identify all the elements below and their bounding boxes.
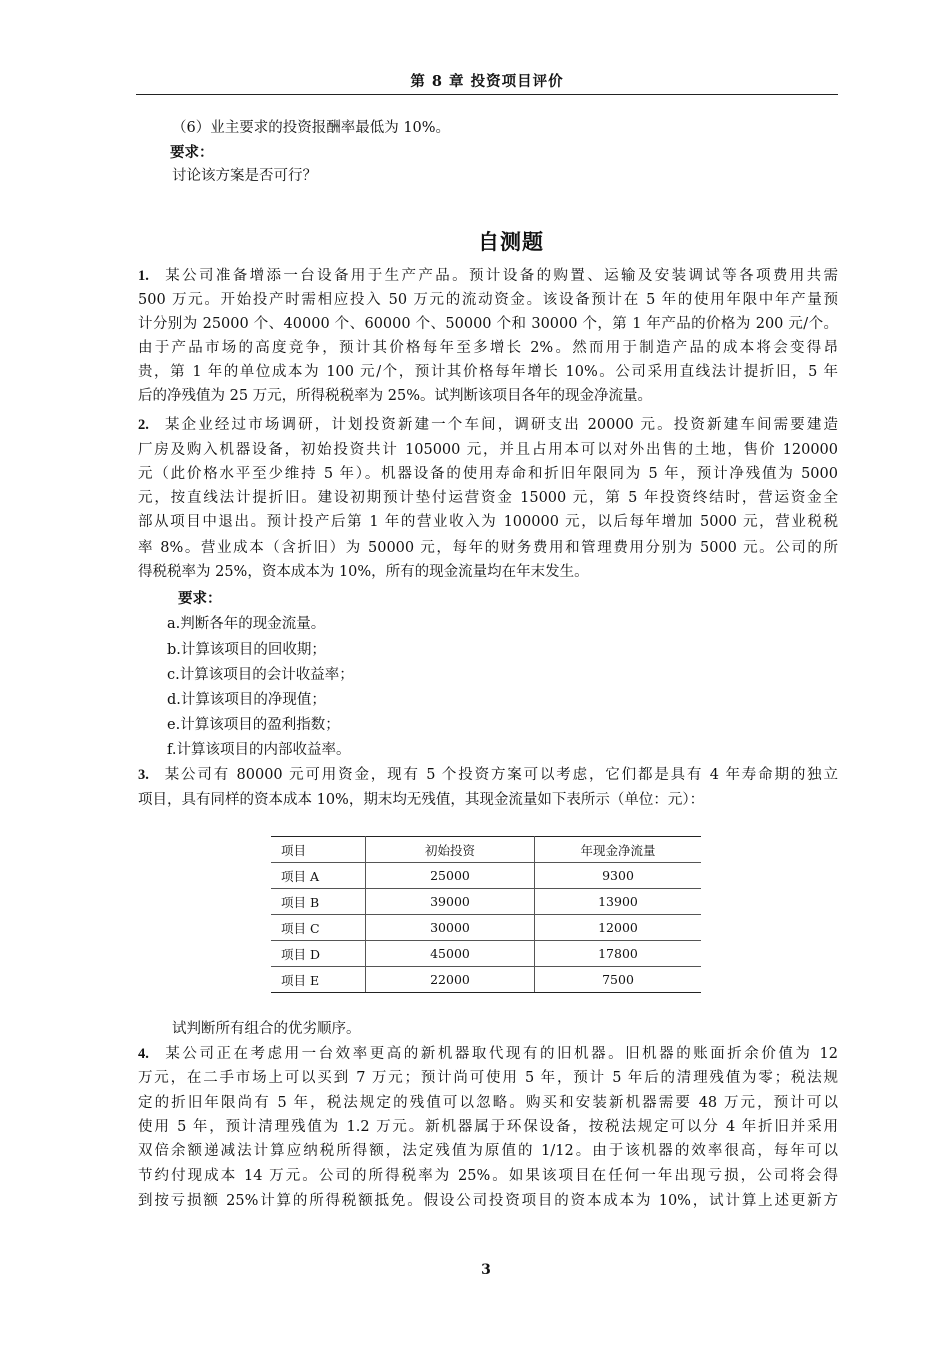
q4-line-1: 4. 某公司正在考虑用一台效率更高的新机器取代现有的旧机器。旧机器的账面折余价值为 12 xyxy=(138,1046,838,1062)
intro-requirement-text: 讨论该方案是否可行？ xyxy=(172,168,317,184)
q1-line-6: 后的净残值为 25 万元，所得税税率为 25%。试判断该项目各年的现金净流量。 xyxy=(138,388,653,404)
table-row xyxy=(271,967,701,993)
intro-requirement-label: 要求： xyxy=(170,144,214,161)
q2-item-c: c.计算该项目的会计收益率； xyxy=(167,667,354,683)
table-cell: 25000 xyxy=(366,863,535,889)
q4-number: 4. xyxy=(138,1046,149,1062)
table-cell: 17800 xyxy=(535,941,702,967)
q2-item-d: d.计算该项目的净现值； xyxy=(167,692,326,708)
q3-number: 3. xyxy=(138,767,149,783)
q2-line-4: 元，按直线法计提折旧。建设初期预计垫付运营资金 15000 元，第 5 年投资终结时，营运资金全 xyxy=(138,490,838,506)
table-cell: 12000 xyxy=(535,915,702,941)
q2-line-1: 2. 某企业经过市场调研，计划投资新建一个车间，调研支出 20000 元。投资新建车间需要建造 xyxy=(138,417,838,433)
table-cell: 项目 A xyxy=(271,863,366,889)
q3-line-1: 3. 某公司有 80000 元可用资金，现有 5 个投资方案可以考虑，它们都是具有 4 年寿命期的独立 xyxy=(138,767,838,783)
q1-line-2: 500 万元。开始投产时需相应投入 50 万元的流动资金。该设备预计在 5 年的使用年限中年产量预 xyxy=(138,292,838,308)
section-title: 自测题 xyxy=(478,229,544,254)
q4-line-7: 到按亏损额 25%计算的所得税额抵免。假设公司投资项目的资本成本为 10%，试计算上述更新方 xyxy=(138,1193,838,1209)
q2-item-b: b.计算该项目的回收期； xyxy=(167,642,326,658)
table-row xyxy=(271,915,701,941)
q2-item-e: e.计算该项目的盈利指数； xyxy=(167,717,340,733)
table-cell: 39000 xyxy=(366,889,535,915)
table-row xyxy=(271,863,701,889)
q1-line-4: 由于产品市场的高度竞争，预计其价格每年至多增长 2%。然而用于制造产品的成本将会变得昂 xyxy=(138,340,838,356)
q2-line-5: 部从项目中退出。预计投产后第 1 年的营业收入为 100000 元，以后每年增加 5000 元，营业税税 xyxy=(138,514,838,530)
q4-line-5: 双倍余额递减法计算应纳税所得额，法定残值为原值的 1/12。由于该机器的效率很高，每年可以 xyxy=(138,1143,838,1159)
table-header-cell: 年现金净流量 xyxy=(535,837,702,863)
table-cell: 13900 xyxy=(535,889,702,915)
page-number: 3 xyxy=(481,1262,491,1278)
table-cell: 7500 xyxy=(535,967,702,993)
investment-table xyxy=(271,836,701,993)
table-cell: 30000 xyxy=(366,915,535,941)
q2-line-6: 率 8%。营业成本（含折旧）为 50000 元，每年的财务费用和管理费用分别为 5000 元。公司的所 xyxy=(138,540,838,556)
q2-line-3: 元（此价格水平至少维持 5 年）。机器设备的使用寿命和折旧年限同为 5 年，预计净残值为 5000 xyxy=(138,466,838,482)
q4-line-3: 定的折旧年限尚有 5 年，税法规定的残值可以忽略。购买和安装新机器需要 48 万元，预计可以 xyxy=(138,1095,838,1111)
table-cell: 项目 B xyxy=(271,889,366,915)
q2-item-f: f.计算该项目的内部收益率。 xyxy=(167,742,351,758)
chapter-header: 第 8 章 投资项目评价 xyxy=(136,70,838,95)
table-row xyxy=(271,889,701,915)
table-cell: 22000 xyxy=(366,967,535,993)
table-cell: 9300 xyxy=(535,863,702,889)
table-header-cell: 项目 xyxy=(271,837,366,863)
q1-line-3: 计分别为 25000 个、40000 个、60000 个、50000 个和 30000 个，第 1 年产品的价格为 200 元/个。 xyxy=(138,316,838,332)
intro-item-6: （6）业主要求的投资报酬率最低为 10%。 xyxy=(172,120,451,136)
table-header-row xyxy=(271,837,701,863)
q2-requirement-label: 要求： xyxy=(178,590,222,607)
table-cell: 项目 C xyxy=(271,915,366,941)
q4-line-6: 节约付现成本 14 万元。公司的所得税率为 25%。如果该项目在任何一年出现亏损，公司将会得 xyxy=(138,1168,838,1184)
table-cell: 45000 xyxy=(366,941,535,967)
table-header-cell: 初始投资 xyxy=(366,837,535,863)
table-cell: 项目 E xyxy=(271,967,366,993)
q3-line-2: 项目，具有同样的资本成本 10%，期末均无残值，其现金流量如下表所示（单位：元）： xyxy=(138,792,705,808)
q2-line-2: 厂房及购入机器设备，初始投资共计 105000 元，并且占用本可以对外出售的土地，售价 120000 xyxy=(138,442,838,458)
q3-conclusion: 试判断所有组合的优劣顺序。 xyxy=(172,1021,361,1037)
q1-line-1: 1. 某公司准备增添一台设备用于生产产品。预计设备的购置、运输及安装调试等各项费用共需 xyxy=(138,268,838,284)
q2-number: 2. xyxy=(138,417,149,433)
table-cell: 项目 D xyxy=(271,941,366,967)
q4-line-4: 使用 5 年，预计清理残值为 1.2 万元。新机器属于环保设备，按税法规定可以分 4 年折旧并采用 xyxy=(138,1119,838,1135)
q1-line-5: 贵，第 1 年的单位成本为 100 元/个，预计其价格每年增长 10%。公司采用直线法计提折旧，5 年 xyxy=(138,364,838,380)
q1-number: 1. xyxy=(138,268,149,284)
q2-line-7: 得税税率为 25%，资本成本为 10%，所有的现金流量均在年末发生。 xyxy=(138,564,589,580)
q2-item-a: a.判断各年的现金流量。 xyxy=(167,616,326,632)
q4-line-2: 万元，在二手市场上可以买到 7 万元；预计尚可使用 5 年，预计 5 年后的清理残值为零；税法规 xyxy=(138,1070,838,1086)
table-row xyxy=(271,941,701,967)
